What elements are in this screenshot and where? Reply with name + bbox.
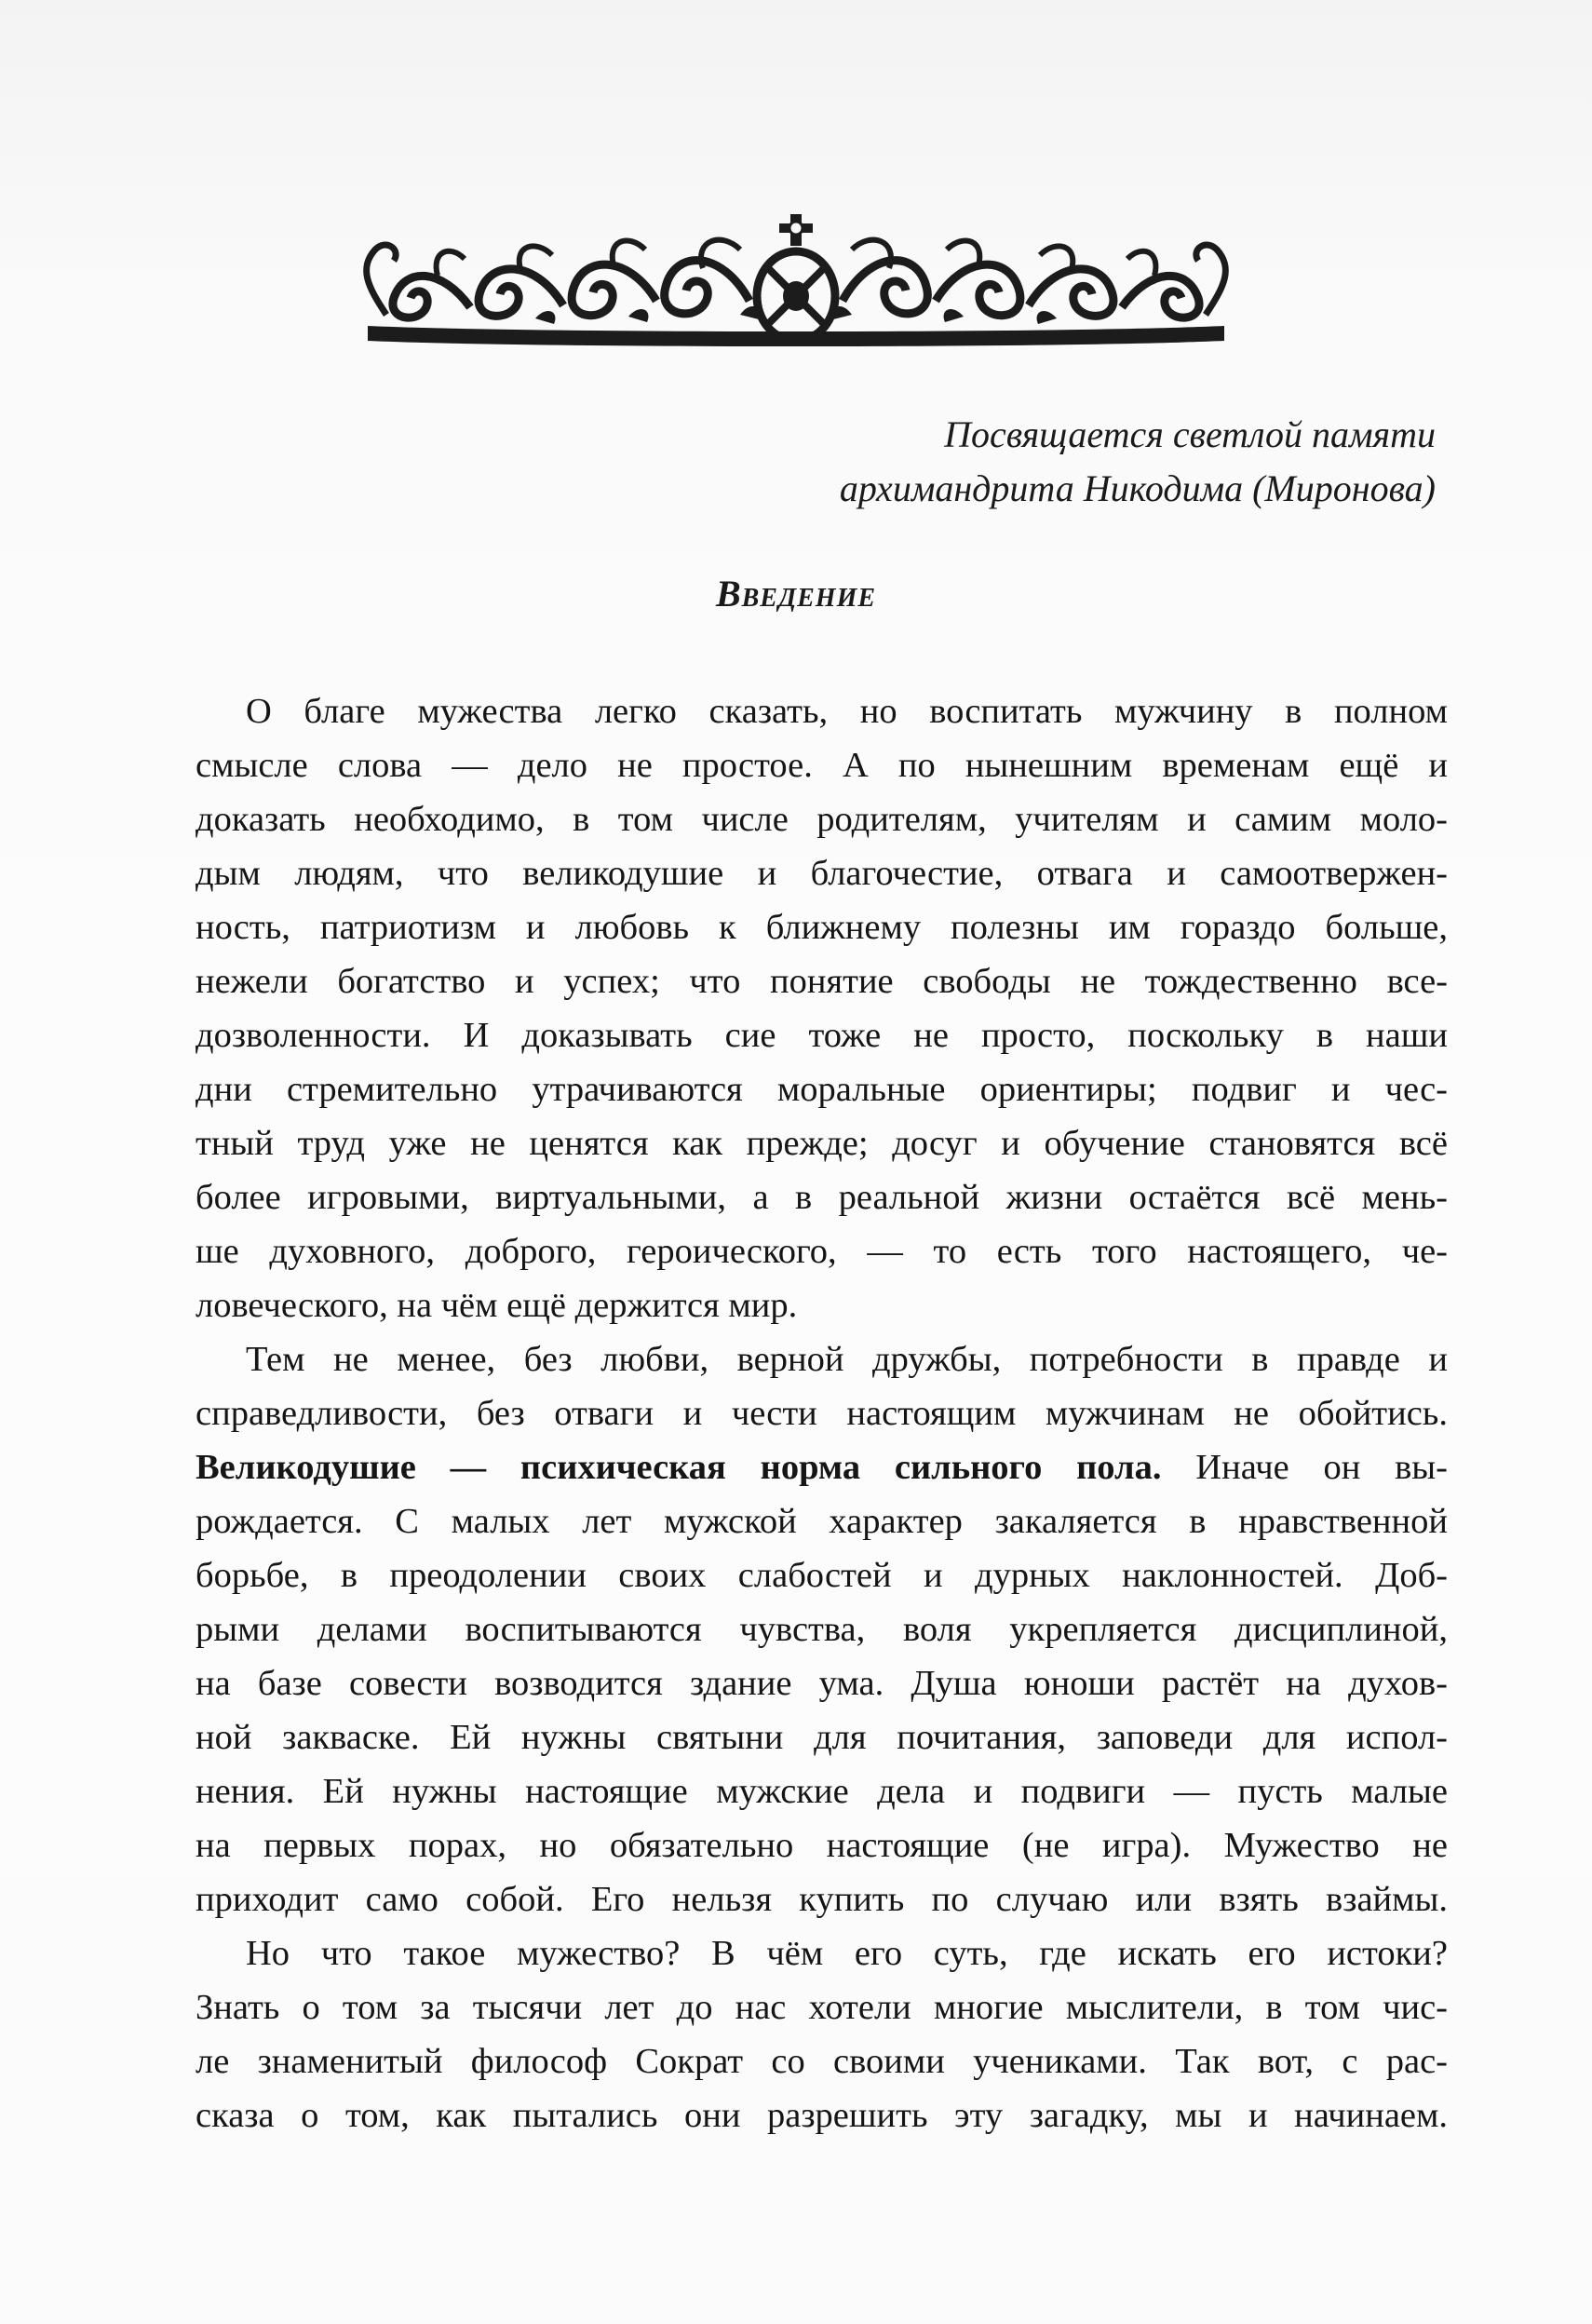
bold-statement: Великодушие — психическая норма сильного пола. bbox=[196, 1448, 1162, 1487]
paragraph-1-line: доказать необходимо, в том числе родителям, учителям и самим моло- bbox=[196, 800, 1448, 839]
paragraph-1-line: О благе мужества легко сказать, но воспитать мужчину в полном bbox=[246, 692, 1448, 731]
paragraph-2-line: рыми делами воспитываются чувства, воля укрепляется дисциплиной, bbox=[196, 1610, 1448, 1649]
paragraph-2-bold-line bbox=[196, 1440, 1448, 1494]
paragraph-1-line: смысле слова — дело не простое. А по нынешним временам ещё и bbox=[196, 746, 1448, 785]
bold-line-rest: Иначе он вы- bbox=[1161, 1448, 1448, 1487]
paragraph-3-line: сказа о том, как пытались они разрешить эту загадку, мы и начинаем. bbox=[196, 2096, 1448, 2135]
paragraph-1-line: ше духовного, доброго, героического, — то есть того настоящего, че- bbox=[196, 1232, 1448, 1271]
body-text bbox=[196, 684, 1448, 2142]
paragraph-1-line: ловеческого, на чём ещё держится мир. bbox=[196, 1286, 798, 1325]
paragraph-1-line: тный труд уже не ценятся как прежде; досуг и обучение становятся всё bbox=[196, 1124, 1448, 1163]
paragraph-1-line: дозволенности. И доказывать сие тоже не просто, поскольку в наши bbox=[196, 1016, 1448, 1055]
paragraph-2-line: справедливости, без отваги и чести настоящим мужчинам не обойтись. bbox=[196, 1394, 1448, 1433]
paragraph-2-line: Тем не менее, без любви, верной дружбы, потребности в правде и bbox=[246, 1340, 1448, 1379]
paragraph-2-line: на базе совести возводится здание ума. Душа юноши растёт на духов- bbox=[196, 1664, 1448, 1703]
paragraph-3-line: Знать о том за тысячи лет до нас хотели многие мыслители, в том чис- bbox=[196, 1988, 1448, 2027]
paragraph-2-line: борьбе, в преодолении своих слабостей и дурных наклонностей. Доб- bbox=[196, 1556, 1448, 1595]
dedication bbox=[505, 408, 1436, 516]
paragraph-2-line: рождается. С малых лет мужской характер закаляется в нравственной bbox=[196, 1502, 1448, 1541]
paragraph-2-line: ной закваске. Ей нужны святыни для почитания, заповеди для испол- bbox=[196, 1718, 1448, 1757]
paragraph-1-line: нежели богатство и успех; что понятие свободы не тождественно все- bbox=[196, 962, 1448, 1001]
dedication-line-2: архимандрита Никодима (Миронова) bbox=[839, 467, 1436, 509]
decorative-ornament-icon bbox=[349, 212, 1243, 352]
paragraph-1-line: ность, патриотизм и любовь к ближнему полезны им гораздо больше, bbox=[196, 908, 1448, 947]
paragraph-1-line: более игровыми, виртуальными, а в реальной жизни остаётся всё мень- bbox=[196, 1178, 1448, 1217]
paragraph-2-line: приходит само собой. Его нельзя купить по случаю или взять взаймы. bbox=[196, 1880, 1448, 1919]
section-heading: Введение bbox=[715, 573, 877, 615]
paragraph-2-line: нения. Ей нужны настоящие мужские дела и подвиги — пусть малые bbox=[196, 1772, 1448, 1811]
paragraph-1-line: дни стремительно утрачиваются моральные ориентиры; подвиг и чес- bbox=[196, 1070, 1448, 1109]
paragraph-3-line: Но что такое мужество? В чём его суть, где искать его истоки? bbox=[246, 1934, 1448, 1973]
dedication-line-1: Посвящается светлой памяти bbox=[944, 413, 1436, 455]
paragraph-3-line: ле знаменитый философ Сократ со своими учениками. Так вот, с рас- bbox=[196, 2042, 1448, 2081]
paragraph-2-line: на первых порах, но обязательно настоящие (не игра). Мужество не bbox=[196, 1826, 1448, 1865]
paragraph-1-line: дым людям, что великодушие и благочестие, отвага и самоотвержен- bbox=[196, 854, 1448, 893]
